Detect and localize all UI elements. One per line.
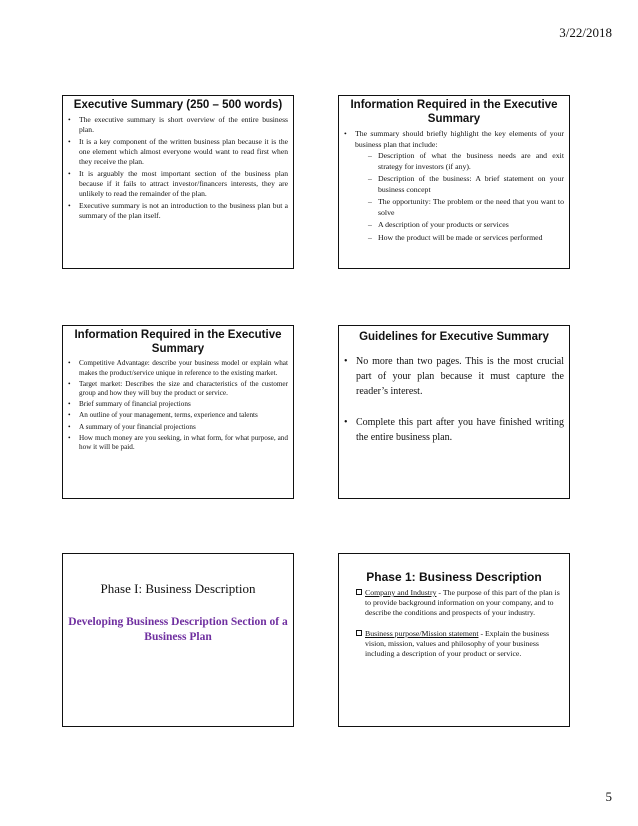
bullet-intro: The summary should briefly highlight the key elements of your business plan that include: bbox=[355, 129, 564, 149]
slide-executive-summary bbox=[62, 95, 294, 269]
bullet-item: • Target market: Describes the size and characteristics of the customer group and how they will buy the product or service. bbox=[68, 380, 288, 399]
phase-title: Phase I: Business Description bbox=[100, 581, 256, 596]
bullet-list bbox=[344, 129, 564, 243]
sub-item: – A description of your products or services bbox=[368, 220, 564, 231]
bullet-item: • No more than two pages. This is the most crucial part of your plan because it must capture the reader’s interest. bbox=[344, 354, 564, 399]
bullet-list bbox=[68, 359, 288, 453]
sub-item: – Description of what the business needs are and exit strategy for investors (if any). bbox=[368, 151, 564, 172]
checkbox-icon bbox=[356, 630, 362, 636]
bullet-item bbox=[344, 129, 564, 243]
bullet-item: • It is a key component of the written business plan because it is the one element which almost everyone would want to read first when they receive the plan. bbox=[68, 137, 288, 167]
sub-list bbox=[368, 151, 564, 243]
page-number: 5 bbox=[605, 789, 612, 804]
slide-title: Phase 1: Business Description bbox=[366, 570, 542, 584]
slide-info-required-1 bbox=[338, 95, 570, 269]
print-date: 3/22/2018 bbox=[559, 25, 612, 40]
slide-title: Guidelines for Executive Summary bbox=[359, 331, 549, 343]
item-heading-link: Business purpose/Mission statement bbox=[365, 628, 479, 638]
bullet-item: • The executive summary is short overview of the entire business plan. bbox=[68, 115, 288, 135]
slide-title: Executive Summary (250 – 500 words) bbox=[73, 99, 283, 111]
bullet-list bbox=[68, 115, 288, 221]
bullet-item: • Executive summary is not an introduction to the business plan but a summary of the plan itself. bbox=[68, 201, 288, 221]
item-heading-link: Company and Industry bbox=[365, 588, 437, 597]
sub-item: – The opportunity: The problem or the need that you want to solve bbox=[368, 197, 564, 218]
checkbox-item bbox=[356, 629, 562, 660]
bullet-list bbox=[344, 354, 564, 445]
item-text: - Explain the business vision, mission, values and philosophy of your business including a description of your product or service. bbox=[365, 628, 550, 659]
item-text: - The purpose of this part of the plan is to provide background information on your company, and to describe the conditions and prospects of your industry. bbox=[365, 588, 560, 618]
slide-title: Information Required in the Executive Summary bbox=[74, 329, 282, 355]
slide-title: Information Required in the Executive Summary bbox=[350, 99, 558, 125]
sub-item: – How the product will be made or services performed bbox=[368, 233, 564, 244]
bullet-item: • Competitive Advantage: describe your business model or explain what makes the product/service unique in reference to the existing market. bbox=[68, 359, 288, 378]
sub-item: – Description of the business: A brief statement on your business concept bbox=[368, 174, 564, 195]
bullet-item: • A summary of your financial projections bbox=[68, 423, 288, 433]
slide-guidelines bbox=[338, 325, 570, 499]
slide-business-description bbox=[338, 553, 570, 727]
bullet-item: • Brief summary of financial projections bbox=[68, 400, 288, 410]
bullet-item: • How much money are you seeking, in what form, for what purpose, and how it will be paid. bbox=[68, 434, 288, 453]
checkbox-icon bbox=[356, 589, 362, 595]
slide-info-required-2 bbox=[62, 325, 294, 499]
bullet-item: • An outline of your management, terms, experience and talents bbox=[68, 411, 288, 421]
phase-subtitle: Developing Business Description Section of a Business Plan bbox=[68, 616, 288, 643]
checkbox-item bbox=[356, 588, 562, 619]
bullet-item: • It is arguably the most important section of the business plan because if it fails to attract investor/financers interests, they are unlikely to read the remainder of the plan. bbox=[68, 169, 288, 199]
bullet-item: • Complete this part after you have finished writing the entire business plan. bbox=[344, 415, 564, 445]
slide-phase-title bbox=[62, 553, 294, 727]
